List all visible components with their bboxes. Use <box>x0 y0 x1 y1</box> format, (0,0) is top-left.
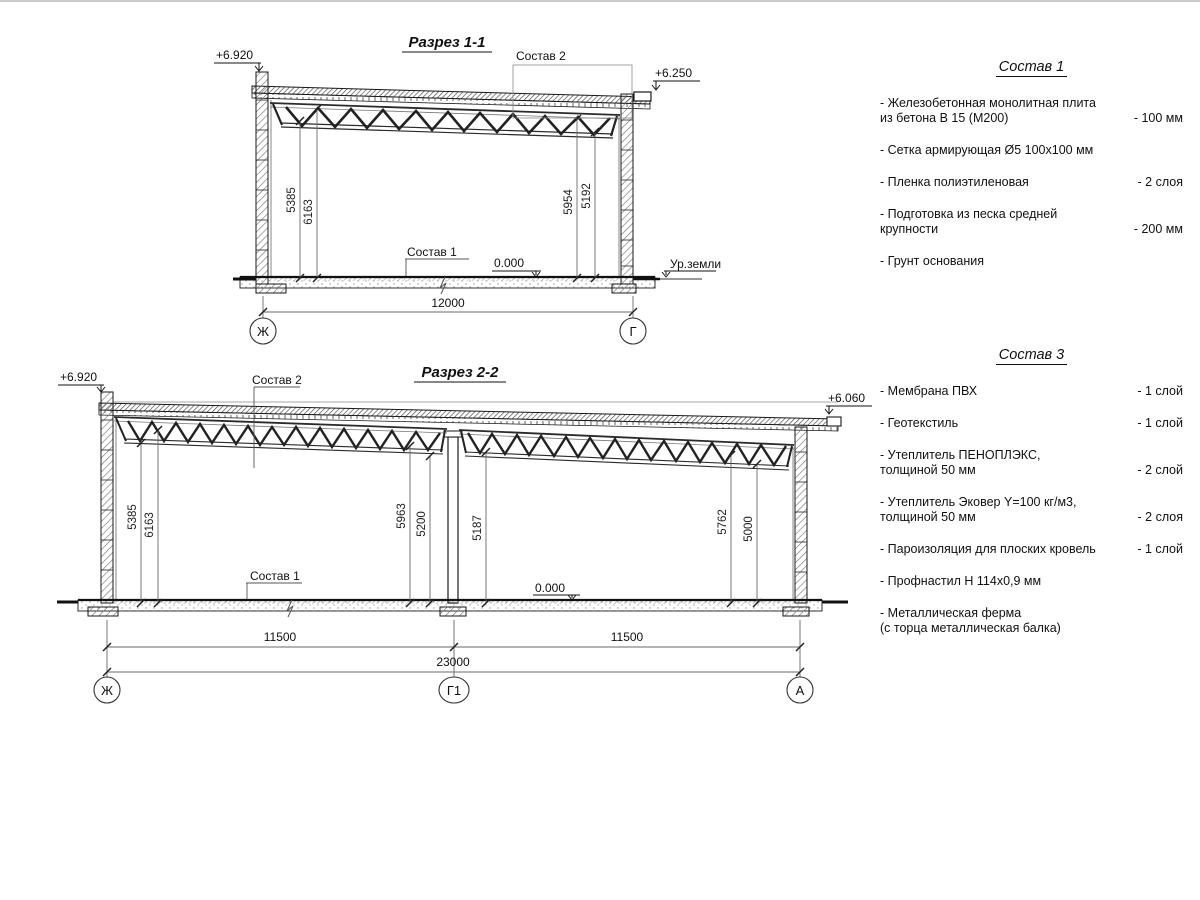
zero-level-mark <box>533 581 580 600</box>
axis-a: А <box>795 683 805 698</box>
legend-sostav-1 <box>880 60 1183 286</box>
axis-zh: Ж <box>256 324 270 339</box>
legend-item <box>880 254 1183 269</box>
section-2-2 <box>57 364 872 703</box>
legend-sostav-3 <box>880 348 1183 653</box>
footing-center <box>440 607 466 616</box>
dim-12000: 12000 <box>431 296 465 310</box>
legend-item-value: - 1 слой <box>1137 416 1183 430</box>
legend-item-value: - 2 слоя <box>1137 175 1183 189</box>
vertical-dimensions <box>127 426 761 607</box>
dim-5000: 5000 <box>743 516 755 542</box>
sostav2-label: Состав 2 <box>516 49 566 63</box>
dim-6163: 6163 <box>144 512 156 538</box>
dim-5187: 5187 <box>472 515 484 541</box>
legend-item-text: - Грунт основания <box>880 254 985 268</box>
legend-item <box>880 143 1183 158</box>
sostav2-label: Состав 2 <box>252 373 302 387</box>
legend-item <box>880 495 1183 525</box>
truss-diagonals <box>128 421 440 450</box>
wall-left <box>256 72 268 284</box>
footing-right <box>783 607 809 616</box>
legend-3-title-text: Состав 3 <box>996 347 1067 365</box>
sostav2-callout <box>252 373 302 468</box>
roof-edge-cap <box>827 417 841 426</box>
zero-level-value: 0.000 <box>494 256 525 270</box>
legend-item-text2: (с торца металлическая балка) <box>880 621 1061 635</box>
elevation-left <box>214 48 263 71</box>
wall-left <box>101 392 113 603</box>
roof-edge-cap <box>634 92 651 101</box>
elevation-right <box>825 391 872 414</box>
legend-item-value: - 100 мм <box>1133 111 1183 125</box>
section-1-1 <box>214 34 721 344</box>
legend-item <box>880 384 1183 399</box>
footing-left <box>88 607 118 616</box>
dim-11500-left: 11500 <box>263 630 297 644</box>
elevation-left-value: +6.920 <box>216 48 254 62</box>
legend-item-text: - Профнастил Н 114х0,9 мм <box>880 574 1042 588</box>
legend-item <box>880 542 1183 557</box>
truss <box>270 103 620 138</box>
dim-5762: 5762 <box>717 509 729 535</box>
legend-item-text: - Сетка армирующая Ø5 100х100 мм <box>880 143 1094 157</box>
legend-item-text: - Металлическая ферма <box>880 606 1022 620</box>
legend-item-text2: из бетона В 15 (М200) <box>880 111 1009 125</box>
dim-6163: 6163 <box>303 199 315 225</box>
legend-item-text2: толщиной 50 мм <box>880 510 976 524</box>
legend-item-text2: толщиной 50 мм <box>880 463 976 477</box>
legend-item-text: - Утеплитель ПЕНОПЛЭКС, <box>880 448 1041 462</box>
legend-item-text: - Пароизоляция для плоских кровель <box>880 542 1096 556</box>
legend-item <box>880 175 1183 190</box>
axis-g1: Г1 <box>446 683 462 698</box>
sostav1-callout <box>405 245 469 276</box>
ground-level-label: Ур.земли <box>670 257 722 271</box>
legend-item <box>880 574 1183 589</box>
axis-g: Г <box>629 324 637 339</box>
zero-level-mark <box>492 256 541 277</box>
sostav1-label: Состав 1 <box>407 245 457 259</box>
section-2-2-title: Разрез 2-2 <box>421 364 499 381</box>
legend-item <box>880 96 1183 126</box>
dim-5385: 5385 <box>286 187 298 213</box>
elevation-left <box>58 370 105 392</box>
legend-3-title <box>880 348 1183 363</box>
dim-5192: 5192 <box>581 183 593 209</box>
elevation-right-value: +6.060 <box>828 391 866 405</box>
dim-5200: 5200 <box>416 511 428 537</box>
legend-item <box>880 606 1183 636</box>
legend-item-text: - Геотекстиль <box>880 416 959 430</box>
truss-diagonals <box>286 107 610 135</box>
legend-item-value: - 1 слой <box>1137 542 1183 556</box>
legend-item-text: - Мембрана ПВХ <box>880 384 978 398</box>
legend-item <box>880 448 1183 478</box>
elevation-left-value: +6.920 <box>60 370 98 384</box>
legend-1-title-text: Состав 1 <box>996 59 1067 77</box>
section-1-1-title: Разрез 1-1 <box>408 34 486 51</box>
sostav1-label: Состав 1 <box>250 569 300 583</box>
legend-item-text: - Утеплитель Эковер Y=100 кг/м3, <box>880 495 1077 509</box>
dim-5385: 5385 <box>127 504 139 530</box>
legend-item-value: - 200 мм <box>1133 222 1183 236</box>
truss-left-span <box>114 417 447 454</box>
legend-item-text: - Железобетонная монолитная плита <box>880 96 1096 110</box>
legend-item-text2: крупности <box>880 222 939 236</box>
legend-item-value: - 1 слой <box>1137 384 1183 398</box>
legend-1-title <box>880 60 1183 75</box>
legend-item <box>880 416 1183 431</box>
zero-level-value: 0.000 <box>535 581 566 595</box>
elevation-right-value: +6.250 <box>655 66 693 80</box>
dim-11500-right: 11500 <box>610 630 644 644</box>
span-dimensions <box>94 620 813 703</box>
sostav2-extent-box <box>513 65 632 118</box>
floor <box>233 277 702 294</box>
wall-right <box>795 427 807 603</box>
center-column <box>448 437 458 603</box>
legend-item-value: - 2 слоя <box>1137 510 1183 524</box>
dim-23000: 23000 <box>436 655 470 669</box>
wall-right <box>621 94 633 284</box>
sostav1-callout <box>246 569 302 599</box>
axis-zh: Ж <box>100 683 114 698</box>
legend-item-value: - 2 слой <box>1137 463 1183 477</box>
ground-level-mark <box>662 257 721 277</box>
footing-left <box>256 284 286 293</box>
legend-item-text: - Пленка полиэтиленовая <box>880 175 1029 189</box>
floor <box>57 600 848 617</box>
dim-5963: 5963 <box>396 503 408 529</box>
legend-item <box>880 207 1183 237</box>
footing-right <box>612 284 636 293</box>
truss-right-span <box>459 430 794 470</box>
legend-item-text: - Подготовка из песка средней <box>880 207 1058 221</box>
dim-5954: 5954 <box>563 189 575 215</box>
span-dimension <box>250 296 646 344</box>
elevation-right <box>652 66 700 90</box>
